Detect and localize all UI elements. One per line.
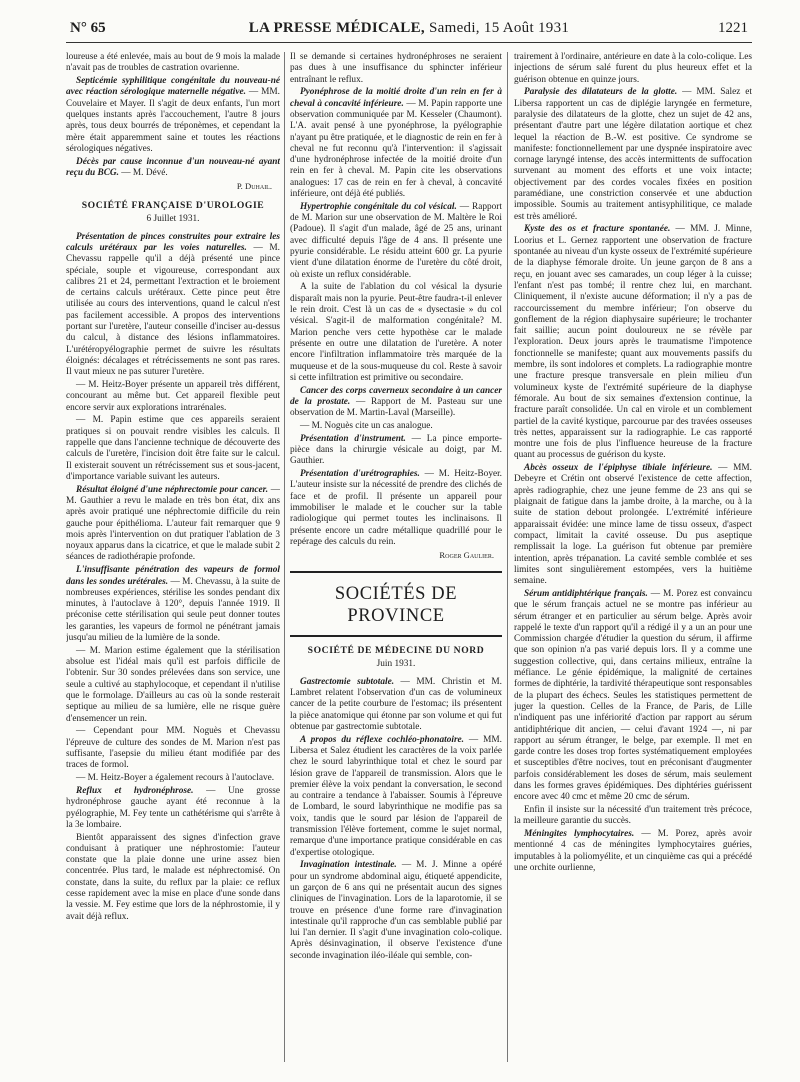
article bbox=[514, 224, 752, 461]
article-body: — MM. Salez et Libersa rapportent un cas de diplégie laryngée en fermeture, paralysie des dilatateurs de la glotte, chez un sujet de 42 ans, présentant d'autre part une légère dilatation aortique et chez lequel la réaction de B.-W. est positive. Ce syndrome se manifeste: fonctionnellement par une dyspnée inspiratoire avec cornage laryngé intense, des accès intermittents de suffocation survenant au moment des efforts et une voix intacte; objectivement par des cordes vocales fixées en position paramédiane, une constriction conservée et une abduction impossible. Soumis au traitement antisyphilitique, ce malade est très amélioré. bbox=[514, 87, 752, 222]
page-header bbox=[70, 18, 748, 42]
paragraph: trairement à l'ordinaire, antérieure en date à la colo-colique. Les injections de sérum salé furent du plus heureux effet et la guérison obtenue en quinze jours. bbox=[514, 52, 752, 85]
article-body: — M. Papin rapporte une observation communiquée par M. Kesseler (Chaumont). L'A. avait pensé à une pyonéphrose, la pyélographie n'ayant pu être pratiquée, et le diagnostic de rein en fer à cheval ne fut reconnu qu'à l'intervention: il s'agissait d'une hydronéphrose infectée de la moitié droite d'un rein en fer à cheval. M. Papin cite les observations analogues: 17 cas de rein en fer à cheval, à concavité inférieure, ont déjà été publiés. bbox=[290, 98, 502, 200]
masthead bbox=[70, 18, 748, 38]
article-title: Cancer des corps caverneux secondaire à un cancer de la prostate. bbox=[290, 385, 502, 407]
section-date: 6 Juillet 1931. bbox=[146, 214, 200, 225]
article-body: — M. Dévé. bbox=[118, 167, 168, 178]
article-body: — La pince emporte-pièce dans la chirurgie vésicale au doigt, par M. Gauthier. bbox=[290, 433, 502, 467]
signature: P. Duhail. bbox=[236, 180, 272, 191]
paragraph: Il se demande si certaines hydronéphroses ne seraient pas dues à une insuffisance du sphincter inférieur entraînant le reflux. bbox=[290, 52, 502, 85]
article bbox=[514, 463, 752, 587]
article-body: — M. J. Minne a opéré pour un syndrome abdominal aigu, étiqueté appendicite, un garçon de 6 ans qui ne présentait aucun des signes cliniques de l'invagination. Lors de la laparotomie, il se trouve en présence d'une forme rare d'invagination intestinale qu'il rapproche d'un cas semblable publié par lui l'an dernier. Il s'agit d'une invagination colo-colique. Après désinvagination, il observe l'existence d'une seconde invagination iléo-iléale qui semble, con- bbox=[290, 860, 502, 961]
article-body: — Rapport de M. Marion sur une observation de M. Maltère le Roi (Padoue). Il s'agit d'un malade, âgé de 25 ans, urinant avec difficulté depuis l'âge de 4 ans. Il présente une pyurie considérable. Le résidu atteint 600 gr. La pyurie vient d'une dilatation énorme de l'uretère du côté droit, où existe un reflux considérable. bbox=[290, 201, 502, 280]
paragraph: — M. Heitz-Boyer présente un appareil très différent, concourant au même but. Cet appareil flexible peut encore servir aux explorations intrarénales. bbox=[66, 380, 280, 413]
article-title: Invagination intestinale. bbox=[300, 860, 397, 871]
issue-date: Samedi, 15 Août 1931 bbox=[424, 20, 570, 36]
article-body: — MM. Couvelaire et Mayer. Il s'agit de deux enfants, l'un mort quelques instants après l'accouchement, l'autre 8 jours après, tous deux bourrés de tréponèmes, et cependant la mère était apparemment saine et toutes les réactions sérologiques négatives. bbox=[66, 87, 280, 154]
article-title: Reflux et hydronéphrose. bbox=[76, 785, 194, 796]
article-title: Paralysie des dilatateurs de la glotte. bbox=[524, 87, 678, 98]
article-title: Méningites lymphocytaires. bbox=[524, 829, 635, 840]
article-title: Présentation de pinces construites pour extraire les calculs urétéraux par les voies naturelles. bbox=[66, 231, 280, 253]
column-3 bbox=[514, 52, 752, 1062]
article-title: L'insuffisante pénétration des vapeurs de formol dans les sondes urétérales. bbox=[66, 565, 280, 587]
article bbox=[290, 434, 502, 468]
column-1 bbox=[66, 52, 280, 1062]
article bbox=[66, 485, 280, 564]
article-body: — M. Porez est convaincu que le sérum français actuel ne se montre pas inférieur au sérum étranger et en particulier au sérum belge. Après avoir rappelé le texte d'un rapport qu'il a rédigé il y a un an pour une Commission chargée d'étudier la question du sérum, il affirme que son opinion n'a pas varié depuis lors. Il y a comme une suggestion collective, qui, dans certains milieux, entraîne la méfiance. Le génie épidémique, la malignité de certaines formes de diphtérie, la tardivité thérapeutique sont responsables de la plupart des échecs. Seules les statistiques permettent de juger la question. Celles de la France, de Paris, de Lille n'indiquent pas une infériorité d'action par rapport au sérum antidiphtérique dit ancien, — celui d'avant 1924 —, ni par rapport au sérum étranger, le belge, par exemple. Il met en garde contre les doses trop fortes systématiquement employées et susceptibles d'être nocives, tout en préconisant d'augmenter parfois considérablement les doses de sérum, mais seulement dans les formes graves épidémiques. Des diphtéries guérissent encore avec 40 cmc et même 20 cmc de sérum. bbox=[514, 588, 752, 803]
article-title: Résultat éloigné d'une néphrectomie pour cancer. bbox=[76, 484, 269, 495]
article-body: — Une grosse hydronéphrose gauche ayant été reconnue à la pyélographie, M. Fey tente un cathétérisme qui s'arrête à la 3e lombaire. bbox=[66, 785, 280, 830]
article-body: — M. Porez, après avoir mentionné 4 cas de méningites lymphocytaires guéries, imputables à la poliomyélite, et un cinquième cas qui a précédé une orchite ourlienne, bbox=[514, 829, 752, 874]
article-body: — Rapport de M. Pasteau sur une observation de M. Martin-Laval (Marseille). bbox=[290, 396, 502, 419]
article-body: — M. Chevassu, à la suite de nombreuses expériences, stérilise les sondes pendant dix minutes, à l'autoclave à 120°, depuis l'année 1919. Il préconise cette stérilisation qui seule peut donner toutes les garanties, les vapeurs de formol ne pénétrant jamais jusqu'au milieu de la lumière de la sonde. bbox=[66, 576, 280, 644]
signature: Roger Gaulier. bbox=[439, 549, 494, 560]
paragraph: Bientôt apparaissent des signes d'infection grave conduisant à pratiquer une néphrostomie: l'auteur constate que la plaie donne une urine assez bien concentrée. Plus tard, le malade est néphrectomisé. On constate, dans la suite, du reflux par la plaie: ce reflux cesse rapidement avec la mise en place d'une sonde dans la vessie. M. Fey estime que lors de la néphrostomie, il y avait déjà reflux. bbox=[66, 832, 280, 922]
article-body: — M. Heitz-Boyer. L'auteur insiste sur la nécessité de prendre des clichés de face et de profil. Il présente un appareil pour immobiliser le malade et le coucher sur la table radiologique qui permet toutes les inclinaisons. Il présente encore un cadre métallique quadrillé pour le repérage des calculs du rein. bbox=[290, 469, 502, 547]
paragraph: — M. Noguès cite un cas analogue. bbox=[300, 421, 433, 431]
article-title: Gastrectomie subtotale. bbox=[300, 676, 395, 687]
article-body: — MM. Libersa et Salez étudient les caractères de la voix parlée chez le sourd labyrinthique total et chez le sourd par lésion grave de l'appareil de transmission. Alors que le premier élève la voix pendant la conversation, le second au contraire a tendance à l'abaisser. Soumis à l'épreuve de Lombard, le sourd labyrinthique ne modifie pas sa voix, tandis que le sourd par lésion de l'appareil de transmission l'élève fortement, comme le sujet normal, remarque d'une importance pratique considérable en cas d'expertise otologique. bbox=[290, 734, 502, 858]
column-2 bbox=[290, 52, 502, 1062]
paragraph: A la suite de l'ablation du col vésical la dysurie disparaît mais non la pyurie. Peut-être faudra-t-il enlever le rein droit. C'est là un cas de « dysectasie » du col vésical. S'agit-il de malformation congénitale? M. Marion penche vers cette hypothèse car le malade présente en outre une dilatation de l'uretère. A noter encore l'infiltration inflammatoire très marquée de la muqueuse et de la sous-muqueuse du col. Reste à savoir si cette infiltration est primitive ou secondaire. bbox=[290, 282, 502, 383]
article bbox=[514, 87, 752, 223]
article-body: — M. Chevassu rappelle qu'il a déjà présenté une pince spéciale, souple et vigoureuse, correspondant aux calibres 21 et 24, permettant l'extraction et le broiement de certains calculs urétéraux. Cette pince peut être utilisée au cours des interventions, quand le calcul n'est pas facilement accessible. A propos des interventions portant sur l'uretère, l'auteur conseille d'inciser au-dessus du calcul, à distance des lésions inflammatoires. L'urétéropyélographie permet de suivre les résultats éloignés: décalages et rétrécissements ne sont pas rares. Il vaut mieux ne pas suturer l'uretère. bbox=[66, 242, 280, 378]
article-title: Pyonéphrose de la moitié droite d'un rein en fer à cheval à concavité inférieure. bbox=[290, 87, 502, 109]
section-date: Juin 1931. bbox=[376, 659, 416, 670]
paragraph: — M. Papin estime que ces appareils seraient pratiques si on pouvait rendre visibles les calculs. Il rappelle que dans l'ancienne technique de découverte des calculs de l'uretère, l'incision doit être faite sur le calcul. Il existerait souvent un rétrécissement sus et sous-jacent, d'importance variable suivant les auteurs. bbox=[66, 415, 280, 482]
article-title: Hypertrophie congénitale du col vésical. bbox=[300, 201, 457, 212]
article-body: — MM. J. Minne, Loorius et L. Gernez rapportent une observation de fracture spontanée au niveau d'un kyste osseux de l'extrémité supérieure de la diaphyse fémorale droite. Un jeune garçon de 8 ans a reçu, en jouant avec ses camarades, un coup léger à la cuisse; l'enfant n'est pas tombé; il rentre chez lui, en marchant. Cliniquement, il n'existe aucune déformation; il n'y a pas de raccourcissement du membre inférieur; l'on observe du gonflement de la région diaphysaire supérieure; le trochanter fait saillie; aucun point douloureux ne se révèle par l'exploration. Deux jours après le traumatisme l'impotence fonctionnelle se manifeste; quant aux mouvements passifs du membre, ils sont indolores et complets. La radiographie montre une fracture presque transversale en plein milieu d'un volumineux kyste de l'extrémité supérieure de la diaphyse fémorale. Au bout de six semaines d'extension continue, la fracture paraît consolidée. Un cal en virole et un comblement partiel de la cavité kystique, parcourue par des travées osseuses très nettes, apparaissent sur la radiographie. Le cas rapporté montre une fois de plus l'influence heureuse de la fracture quant au processus de guérison du kyste. bbox=[514, 224, 752, 461]
article bbox=[66, 565, 280, 644]
column-divider bbox=[284, 52, 285, 1062]
page-number: 1221 bbox=[718, 20, 748, 36]
article bbox=[290, 202, 502, 281]
article bbox=[514, 829, 752, 874]
article-title: Présentation d'instrument. bbox=[300, 433, 406, 444]
article-title: Septicémie syphilitique congénitale du nouveau-né avec réaction sérologique maternelle négative. bbox=[66, 76, 280, 98]
article bbox=[290, 469, 502, 548]
paragraph: — M. Marion estime également que la stérilisation absolue est l'idéal mais qu'il est parfois difficile de l'obtenir. Sur 30 sondes prélevées dans son service, une seule a cultivé au staphylocoque, et cependant il n'utilise que le formolage. D'ailleurs au cas où la sonde resterait septique au milieu de sa lumière, elle ne risque guère d'ensemencer un rein. bbox=[66, 645, 280, 724]
article-title: A propos du réflexe cochléo-phonatoire. bbox=[300, 734, 465, 745]
article bbox=[514, 589, 752, 804]
section-heading: SOCIÉTÉ DE MÉDECINE DU NORD bbox=[307, 645, 485, 657]
article bbox=[66, 157, 280, 180]
province-banner: SOCIÉTÉS DE PROVINCE bbox=[290, 571, 502, 637]
article bbox=[290, 386, 502, 420]
section-heading: SOCIÉTÉ FRANÇAISE D'UROLOGIE bbox=[81, 200, 265, 212]
issue-number: N° 65 bbox=[70, 20, 106, 36]
article bbox=[66, 232, 280, 379]
article bbox=[290, 735, 502, 859]
paragraph: loureuse a été enlevée, mais au bout de 9 mois la malade n'avait pas de troubles de castration ovarienne. bbox=[66, 52, 280, 74]
article bbox=[290, 860, 502, 962]
column-divider bbox=[507, 52, 508, 1062]
paragraph: — Cependant pour MM. Noguès et Chevassu l'épreuve de culture des sondes de M. Marion n'est pas suffisante, l'asepsie du milieu étant modifiée par des traces de formol. bbox=[66, 726, 280, 771]
article bbox=[290, 87, 502, 200]
article-title: Sérum antidiphtérique français. bbox=[524, 588, 648, 599]
paragraph: Enfin il insiste sur la nécessité d'un traitement très précoce, la meilleure garantie du succès. bbox=[514, 805, 752, 827]
article bbox=[290, 677, 502, 733]
article-title: Abcès osseux de l'épiphyse tibiale inférieure. bbox=[524, 463, 713, 474]
article-body: — M. Gauthier a revu le malade en très bon état, dix ans après avoir pratiqué une néphrectomie difficile du rein gauche pour épithélioma. L'auteur fait remarquer que 9 mois après l'intervention on dut pratiquer l'ablation de 3 noyaux apparus dans la cicatrice, et que le malade subit 2 séances de radiothérapie profonde. bbox=[66, 484, 280, 563]
header-rule bbox=[66, 42, 752, 43]
article-title: Kyste des os et fracture spontanée. bbox=[524, 224, 671, 235]
article-title: Présentation d'urétrographies. bbox=[300, 469, 420, 480]
article bbox=[66, 786, 280, 831]
article-title: Décès par cause inconnue d'un nouveau-né ayant reçu du BCG. bbox=[66, 156, 280, 178]
article-body: — MM. Debeyre et Crétin ont observé l'existence de cette affection, après radiographie, chez une jeune femme de 23 ans qui se plaignait de fatigue dans la jambe droite, à la marche, ou à la suite de station debout prolongée. L'extrémité inférieure apparaissait évidée: une mince lame de tissu osseux, d'aspect compact, limitait la cavité osseuse. Du pus aseptique remplissait la loge. La guérison fut obtenue par première intention, après trépanation. La cavité semble comblée et ses limites sont singulièrement estompées, vers la huitième semaine. bbox=[514, 463, 752, 587]
paragraph: — M. Heitz-Boyer a également recours à l'autoclave. bbox=[76, 773, 275, 784]
article bbox=[66, 76, 280, 155]
journal-name: LA PRESSE MÉDICALE, bbox=[248, 20, 425, 36]
article-body: — MM. Christin et M. Lambret relatent l'observation d'un cas de volumineux cancer de la petite courbure de l'estomac; ils présentent la pièce anatomique qui étonne par son volume et qui fut obtenue par gastrectomie subtotale. bbox=[290, 676, 502, 732]
